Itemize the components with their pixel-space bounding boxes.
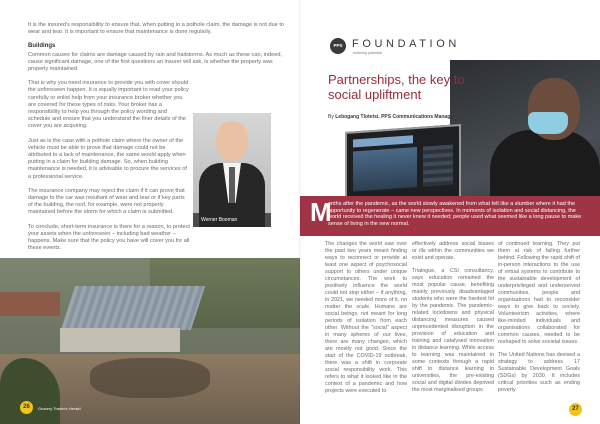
intro-band (300, 196, 600, 236)
byline-prefix: By (328, 114, 334, 120)
photo-red-roof (0, 292, 60, 316)
intro-paragraph: It is the insured's responsibility to ensure that, when putting in a pothole claim, the damage is not due to wear and tear. It is important to ensure that maintenance is done regularly. (28, 22, 285, 36)
paragraph: Just as is the case with a pothole claim where the owner of the vehicle must be able to prove that damage could not be attributed to a lack of maintenance, the same would apply when putting in a claim for building damage. So, when building maintenance is needed, it is advisable to procure the services of a professional service. (28, 137, 187, 180)
footer-text: Grocery Trader's Herald (38, 406, 81, 411)
brand-tagline: nurturing potential (353, 51, 382, 55)
article-column-1 (325, 241, 407, 401)
intro-text: onths after the pandemic, as the world slowly awakened from what felt like a slumber where it had the opportunity to regenerate – came new perspectives. In moments of isolation and social distancing, the world received the healing it never knew it needed; people used what seemed like a long pause to make sense of living in the new normal. (328, 201, 582, 227)
face-mask (528, 112, 568, 134)
portrait-caption: Werner Booman (193, 213, 271, 227)
article-column-3 (498, 241, 580, 400)
column-paragraph: of continued learning. They put them at risk of falling further behind. Following the rapid shift of in-person interactions to the use of virtual systems to contribute to the sustainable development of underprivileged and underserved communities, people and organisations had to reconsider ways to give back to society. Volunteerism activities, where like-minded individuals and organisations collaborated for common causes, needed to be reshaped to solve societal issues. (498, 241, 580, 345)
column-paragraph: Trialogue, a CSI consultancy, says education remained the most popular cause, benefiting mainly previously disadvantaged students who were the hardest hit by the pandemic. The pandemic-related lockdowns and physical distancing measures caused unprecedented disruption in the provision of education and training and catalysed innovation in distance learning. While access to learning was maintained in some contexts through a rapid shift to distance learning in universities, the pre-existing social and digital divides deprived the most marginalised groups (412, 268, 494, 393)
drop-cap: M (310, 197, 332, 227)
page-gutter (299, 0, 301, 424)
brand-name: FOUNDATION (352, 38, 460, 50)
paragraph: To conclude, short-term insurance is there for a reason, to protect your assets when the unforeseen – including bad weather – happens. Make sure that the policy you have will cover you for all these events. (28, 223, 190, 252)
article-column-2 (412, 241, 494, 400)
portrait-tie (229, 167, 235, 203)
paragraph: That is why you need insurance to provide you with cover should the unforeseen happen. It is equally important to read your policy carefully or enlist help from your insurance broker whether you are covered for these types of risks. Your broker has a responsibility to help you through the policy wording and schedule and ensure that you understand the finer details of the cover you are acquiring. (28, 80, 189, 130)
byline-author: Lebogang Tlotetsi, PPS Communications Manager (335, 114, 455, 120)
column-paragraph: The changes the world saw over the past two years meant finding ways to reconnect or provide at least one aspect of psychosocial support to others under unique circumstances. The work to positively influence the world could not stop either – if anything, in 2021, we needed more of it, no matter the scale. Humans are social beings, not meant for long periods of isolation from each other. Without the "social" aspect in many spheres of our lives, there are many changes, which are mostly not good. Since the start of the COVID-19 outbreak, there was a shift in corporate social responsibility work. This refers to what it looked like in the context of a pandemic and how projects were executed to (325, 241, 407, 394)
section-heading: Buildings (28, 43, 56, 50)
photo-roof (61, 286, 205, 330)
laptop-screen-image (353, 147, 417, 191)
paragraph: Common causes for claims are damage caused by rain and hailstorms. As much as these can, indeed, cause significant damage, one of the first questions an insurer will ask, is whether the property was properly maintained. (28, 51, 283, 73)
column-paragraph: effectively address social biases or ills within the communities we exist and operate. (412, 241, 494, 261)
portrait-head (216, 121, 248, 161)
portrait-photo (193, 113, 271, 227)
flood-damage-photo (0, 258, 300, 424)
laptop (345, 124, 461, 206)
pps-logo: PPS (330, 38, 346, 54)
photo-debris (90, 358, 210, 398)
article-title: Partnerships, the key to social upliftment (328, 72, 465, 102)
photo-house-wall (60, 328, 180, 352)
laptop-screen-sidebar (423, 145, 453, 187)
page-number-right: 27 (569, 403, 582, 416)
paragraph: The insurance company may reject the claim if it can prove that damage to the car was resultant of wear and tear or if key parts of the building, the roof, for example, were not properly maintained before the storm for which a claim is submitted. (28, 187, 185, 216)
column-paragraph: The United Nations has devised a strategy to address 17 Sustainable Development Goals (SDGs) by 2030. It includes critical priorities such as ending poverty (498, 352, 580, 393)
byline (328, 114, 455, 120)
laptop-screen-bar (353, 135, 413, 147)
page-number-left: 26 (20, 401, 33, 414)
